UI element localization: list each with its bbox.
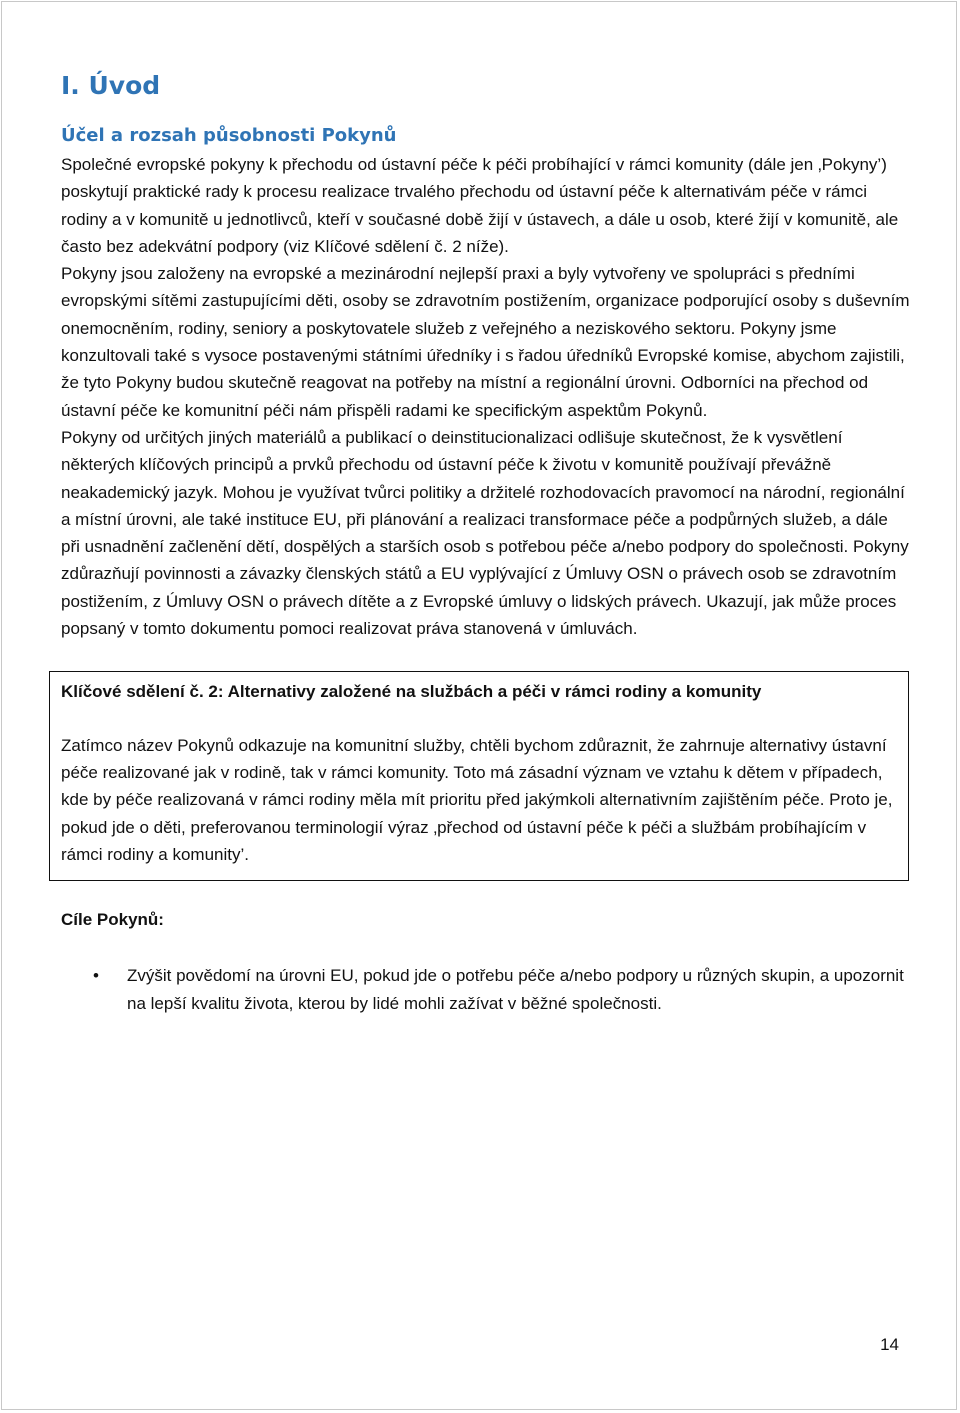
list-item (61, 962, 911, 1017)
subsection-heading: Účel a rozsah působnosti Pokynů (61, 125, 397, 146)
paragraph-language: Pokyny od určitých jiných materiálů a publikací o deinstitucionalizaci odlišuje skutečnost, že k vysvětlení některých klíčových principů a prvků přechodu od ústavní péče k životu v komunitě používají převážně neakademický jazyk. Mohou je využívat tvůrci politiky a držitelé rozhodovacích pravomocí na národní, regionální a místní úrovni, ale také instituce EU, při plánování a realizaci transformace péče a podpůrných služeb, a dále při usnadnění začlenění dětí, dospělých a starších osob s potřebou péče a/nebo podpory do společnosti. Pokyny zdůrazňují povinnosti a závazky členských států a EU vyplývající z Úmluvy OSN o právech osob se zdravotním postižením, z Úmluvy OSN o právech dítěte a z Evropské úmluvy o lidských právech. Ukazují, jak může proces popsaný v tomto dokumentu pomoci realizovat práva stanovená v úmluvách. (61, 427, 909, 639)
page-number: 14 (880, 1335, 899, 1354)
document-content (61, 64, 911, 1017)
bullet-icon: • (93, 966, 99, 986)
list-item-text: Zvýšit povědomí na úrovni EU, pokud jde o potřebu péče a/nebo podpory u různých skupin, a upozornit na lepší kvalitu života, kterou by lidé mohli zažívat v běžné společnosti. (127, 966, 904, 1013)
section-heading: I. Úvod (61, 71, 161, 100)
key-message-text: Zatímco název Pokynů odkazuje na komunitní služby, chtěli bychom zdůraznit, že zahrnuje alternativy ústavní péče realizované jak v rodině, tak v rámci komunity. Toto má zásadní význam ve vztahu k dětem v případech, kde by péče realizovaná v rámci rodiny měla mít prioritu před jakýmkoli alternativním zajištěním péče. Proto je, pokud jde o děti, preferovanou terminologií výraz ‚přechod od ústavní péče k péči a službám probíhajícím v rámci rodiny a komunity’. (61, 735, 893, 864)
key-message-box (49, 671, 909, 881)
paragraph-intro: Společné evropské pokyny k přechodu od ústavní péče k péči probíhající v rámci komunity (dále jen ‚Pokyny’) poskytují praktické rady k procesu realizace trvalého přechodu od ústavní péče k alternativám péče v rámci rodiny a v komunitě u jednotlivců, kteří v současné době žijí v ústavech, a dále u osob, které žijí v komunitě, ale často bez adekvátní podpory (viz Klíčové sdělení č. 2 níže). (61, 155, 899, 256)
goals-heading: Cíle Pokynů: (61, 910, 164, 930)
key-message-title: Klíčové sdělení č. 2: Alternativy založené na službách a péči v rámci rodiny a komunity (61, 682, 762, 702)
paragraph-best-practice: Pokyny jsou založeny na evropské a mezinárodní nejlepší praxi a byly vytvořeny ve spolupráci s předními evropskými sítěmi zastupujícími děti, osoby se zdravotním postižením, organizace podporující osoby s duševním onemocněním, rodiny, seniory a poskytovatele služeb z veřejného a neziskového sektoru. Pokyny jsme konzultovali také s vysoce postavenými státními úředníky i s řadou úředníků Evropské komise, abychom zajistili, že tyto Pokyny budou skutečně reagovat na potřeby na místní a regionální úrovni. Odborníci na přechod od ústavní péče ke komunitní péči nám přispěli radami ke specifickým aspektům Pokynů. (61, 264, 910, 420)
goals-list (61, 962, 911, 1017)
